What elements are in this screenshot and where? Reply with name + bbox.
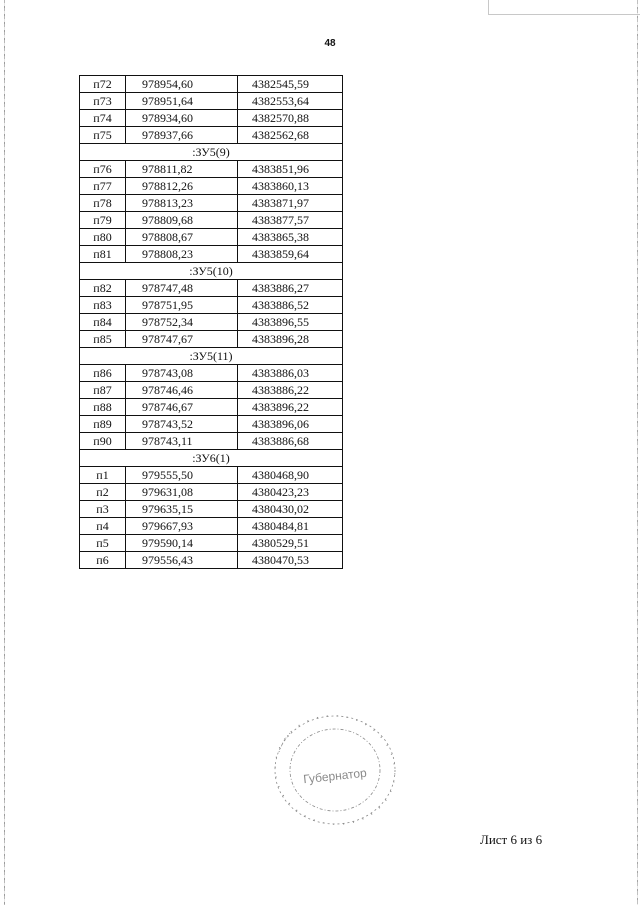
x-coordinate-cell: 978934,60 bbox=[126, 110, 238, 127]
point-id-cell: п1 bbox=[80, 467, 126, 484]
y-coordinate-cell: 4380484,81 bbox=[238, 518, 343, 535]
y-coordinate-cell: 4383896,28 bbox=[238, 331, 343, 348]
group-header-row bbox=[80, 450, 343, 467]
group-header-row bbox=[80, 144, 343, 161]
y-coordinate-cell: 4383877,57 bbox=[238, 212, 343, 229]
x-coordinate-cell: 978751,95 bbox=[126, 297, 238, 314]
x-coordinate-cell: 979631,08 bbox=[126, 484, 238, 501]
point-id-cell: п85 bbox=[80, 331, 126, 348]
table-row bbox=[80, 365, 343, 382]
y-coordinate-cell: 4383886,03 bbox=[238, 365, 343, 382]
group-label: :ЗУ6(1) bbox=[80, 450, 343, 467]
point-id-cell: п6 bbox=[80, 552, 126, 569]
table-row bbox=[80, 433, 343, 450]
point-id-cell: п84 bbox=[80, 314, 126, 331]
y-coordinate-cell: 4383886,22 bbox=[238, 382, 343, 399]
point-id-cell: п72 bbox=[80, 76, 126, 93]
x-coordinate-cell: 978746,46 bbox=[126, 382, 238, 399]
point-id-cell: п5 bbox=[80, 535, 126, 552]
y-coordinate-cell: 4382570,88 bbox=[238, 110, 343, 127]
y-coordinate-cell: 4382562,68 bbox=[238, 127, 343, 144]
y-coordinate-cell: 4380468,90 bbox=[238, 467, 343, 484]
point-id-cell: п89 bbox=[80, 416, 126, 433]
governor-stamp bbox=[269, 712, 399, 828]
y-coordinate-cell: 4380423,23 bbox=[238, 484, 343, 501]
point-id-cell: п75 bbox=[80, 127, 126, 144]
scan-edge-right bbox=[637, 0, 638, 905]
point-id-cell: п87 bbox=[80, 382, 126, 399]
x-coordinate-cell: 978813,23 bbox=[126, 195, 238, 212]
point-id-cell: п83 bbox=[80, 297, 126, 314]
y-coordinate-cell: 4382553,64 bbox=[238, 93, 343, 110]
y-coordinate-cell: 4380529,51 bbox=[238, 535, 343, 552]
x-coordinate-cell: 978809,68 bbox=[126, 212, 238, 229]
y-coordinate-cell: 4380430,02 bbox=[238, 501, 343, 518]
table-row bbox=[80, 161, 343, 178]
x-coordinate-cell: 978747,67 bbox=[126, 331, 238, 348]
table-row bbox=[80, 195, 343, 212]
x-coordinate-cell: 978746,67 bbox=[126, 399, 238, 416]
x-coordinate-cell: 978808,67 bbox=[126, 229, 238, 246]
group-label: :ЗУ5(11) bbox=[80, 348, 343, 365]
y-coordinate-cell: 4383896,55 bbox=[238, 314, 343, 331]
y-coordinate-cell: 4383896,22 bbox=[238, 399, 343, 416]
point-id-cell: п4 bbox=[80, 518, 126, 535]
table-row bbox=[80, 382, 343, 399]
group-header-row bbox=[80, 348, 343, 365]
y-coordinate-cell: 4383860,13 bbox=[238, 178, 343, 195]
table-row bbox=[80, 484, 343, 501]
table-row bbox=[80, 331, 343, 348]
point-id-cell: п80 bbox=[80, 229, 126, 246]
y-coordinate-cell: 4383865,38 bbox=[238, 229, 343, 246]
x-coordinate-cell: 978808,23 bbox=[126, 246, 238, 263]
table-row bbox=[80, 501, 343, 518]
point-id-cell: п74 bbox=[80, 110, 126, 127]
table-row bbox=[80, 552, 343, 569]
point-id-cell: п76 bbox=[80, 161, 126, 178]
table-row bbox=[80, 229, 343, 246]
y-coordinate-cell: 4383886,27 bbox=[238, 280, 343, 297]
table-row bbox=[80, 535, 343, 552]
x-coordinate-cell: 978812,26 bbox=[126, 178, 238, 195]
x-coordinate-cell: 978811,82 bbox=[126, 161, 238, 178]
group-label: :ЗУ5(10) bbox=[80, 263, 343, 280]
table-row bbox=[80, 297, 343, 314]
stamp-text: Губернатор bbox=[302, 765, 368, 787]
x-coordinate-cell: 978743,08 bbox=[126, 365, 238, 382]
table-row bbox=[80, 518, 343, 535]
coordinates-table bbox=[79, 75, 343, 569]
table-row bbox=[80, 212, 343, 229]
point-id-cell: п88 bbox=[80, 399, 126, 416]
x-coordinate-cell: 979667,93 bbox=[126, 518, 238, 535]
y-coordinate-cell: 4380470,53 bbox=[238, 552, 343, 569]
point-id-cell: п3 bbox=[80, 501, 126, 518]
y-coordinate-cell: 4383851,96 bbox=[238, 161, 343, 178]
x-coordinate-cell: 979556,43 bbox=[126, 552, 238, 569]
table-row bbox=[80, 127, 343, 144]
y-coordinate-cell: 4383896,06 bbox=[238, 416, 343, 433]
page-number: 48 bbox=[324, 38, 336, 49]
point-id-cell: п79 bbox=[80, 212, 126, 229]
scan-edge-top-corner bbox=[488, 0, 489, 14]
table-row bbox=[80, 76, 343, 93]
scan-edge-left bbox=[4, 0, 5, 905]
x-coordinate-cell: 978954,60 bbox=[126, 76, 238, 93]
point-id-cell: п82 bbox=[80, 280, 126, 297]
point-id-cell: п86 bbox=[80, 365, 126, 382]
table-row bbox=[80, 399, 343, 416]
x-coordinate-cell: 978937,66 bbox=[126, 127, 238, 144]
table-row bbox=[80, 110, 343, 127]
group-label: :ЗУ5(9) bbox=[80, 144, 343, 161]
y-coordinate-cell: 4383886,52 bbox=[238, 297, 343, 314]
y-coordinate-cell: 4382545,59 bbox=[238, 76, 343, 93]
x-coordinate-cell: 979635,15 bbox=[126, 501, 238, 518]
coordinates-table-body bbox=[80, 76, 343, 569]
x-coordinate-cell: 978752,34 bbox=[126, 314, 238, 331]
point-id-cell: п2 bbox=[80, 484, 126, 501]
table-row bbox=[80, 314, 343, 331]
x-coordinate-cell: 978743,52 bbox=[126, 416, 238, 433]
x-coordinate-cell: 978951,64 bbox=[126, 93, 238, 110]
x-coordinate-cell: 979555,50 bbox=[126, 467, 238, 484]
table-row bbox=[80, 93, 343, 110]
y-coordinate-cell: 4383859,64 bbox=[238, 246, 343, 263]
point-id-cell: п81 bbox=[80, 246, 126, 263]
scan-edge-top bbox=[488, 14, 640, 15]
x-coordinate-cell: 978743,11 bbox=[126, 433, 238, 450]
y-coordinate-cell: 4383871,97 bbox=[238, 195, 343, 212]
table-row bbox=[80, 467, 343, 484]
table-row bbox=[80, 246, 343, 263]
point-id-cell: п90 bbox=[80, 433, 126, 450]
table-row bbox=[80, 416, 343, 433]
table-row bbox=[80, 280, 343, 297]
x-coordinate-cell: 979590,14 bbox=[126, 535, 238, 552]
point-id-cell: п78 bbox=[80, 195, 126, 212]
x-coordinate-cell: 978747,48 bbox=[126, 280, 238, 297]
sheet-label: Лист 6 из 6 bbox=[480, 832, 543, 847]
group-header-row bbox=[80, 263, 343, 280]
y-coordinate-cell: 4383886,68 bbox=[238, 433, 343, 450]
point-id-cell: п77 bbox=[80, 178, 126, 195]
table-row bbox=[80, 178, 343, 195]
point-id-cell: п73 bbox=[80, 93, 126, 110]
